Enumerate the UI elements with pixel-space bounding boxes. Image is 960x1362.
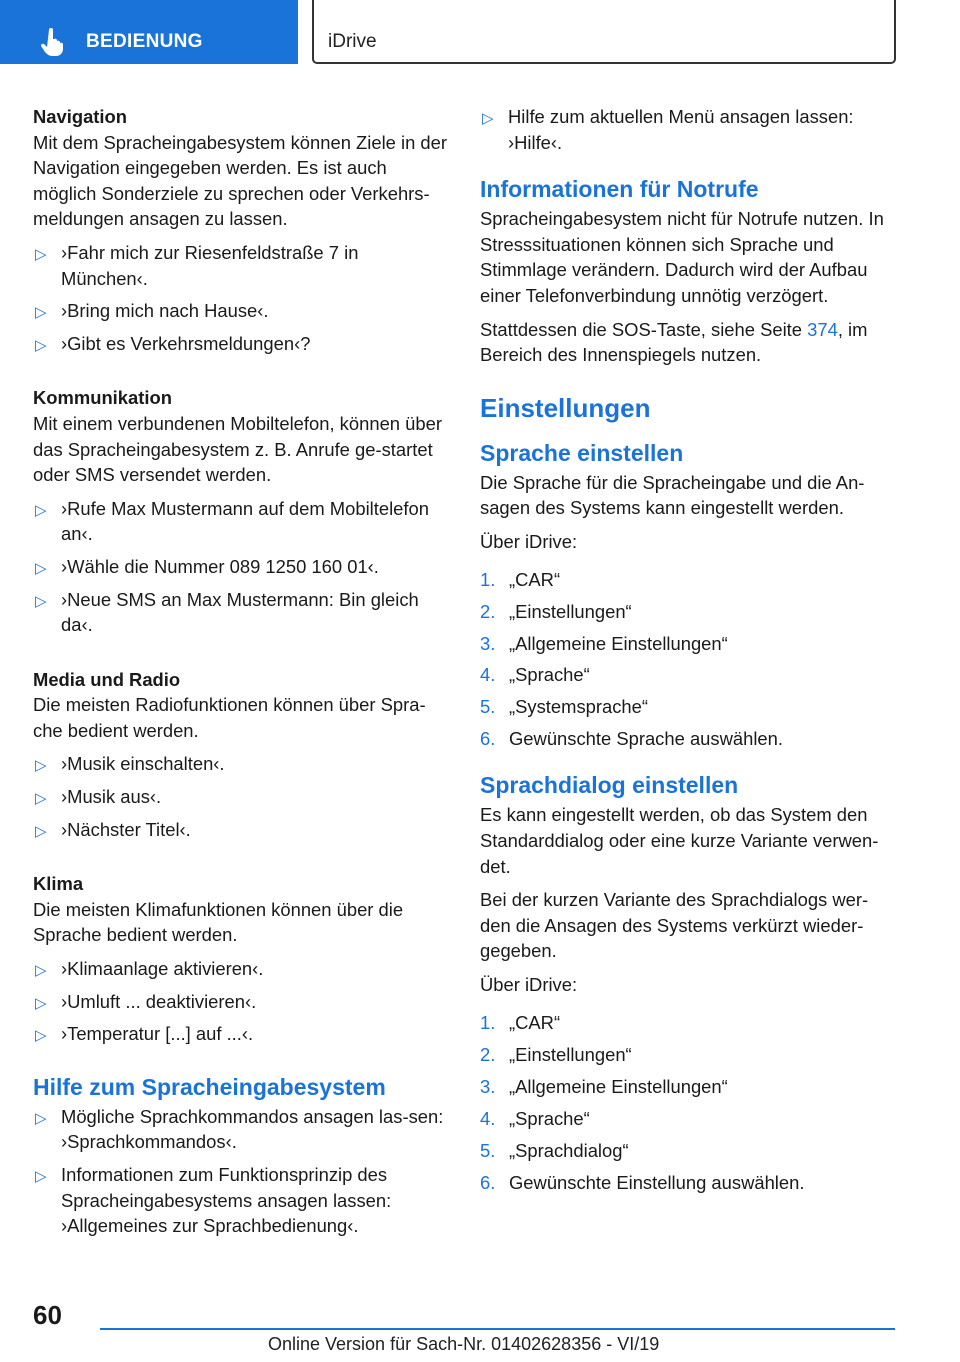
sprachdialog-text-2: Bei der kurzen Variante des Sprachdialogs wer-den die Ansagen des Systems verkürzt wieder-gegeben.: [480, 889, 869, 962]
left-column: [33, 104, 447, 1246]
triangle-bullet-icon: ▷: [35, 1109, 47, 1127]
list-item: 3. „Allgemeine Einstellungen“: [480, 1075, 728, 1097]
page-link-374[interactable]: 374: [807, 318, 838, 340]
media-heading: Media und Radio: [33, 668, 181, 690]
klima-list: [33, 956, 447, 1047]
list-item: 2. „Einstellungen“: [480, 600, 632, 622]
triangle-bullet-icon: ▷: [35, 790, 47, 808]
triangle-bullet-icon: ▷: [35, 962, 47, 980]
sprachdialog-text: Es kann eingestellt werden, ob das System den Standarddialog oder eine kurze Variante verwen-det.: [480, 804, 879, 877]
notrufe-heading: Informationen für Notrufe: [480, 176, 759, 203]
list-item: 6. Gewünschte Sprache auswählen.: [480, 728, 783, 750]
sprachdialog-via: Über iDrive:: [480, 974, 578, 995]
list-item: 5. „Systemsprache“: [480, 696, 648, 718]
media-list: [33, 751, 447, 842]
list-item: ▷ Hilfe zum aktuellen Menü ansagen lassen: ›Hilfe‹.: [482, 106, 854, 153]
chapter-tab: [312, 0, 896, 64]
footer-online-version: Online Version für Sach-Nr. 01402628356 - VI/19: [268, 1334, 660, 1354]
kommunikation-list: [33, 496, 447, 638]
notrufe-hint: Stattdessen die SOS-Taste, siehe Seite 374, im Bereich des Innenspiegels nutzen.: [480, 318, 868, 366]
list-item: ▷ Informationen zum Funktionsprinzip des Spracheingabesystems ansagen lassen: ›Allgemeines zur Sprachbedienung‹.: [35, 1164, 392, 1237]
hilfe-list: [33, 1104, 447, 1239]
list-item: ▷ ›Rufe Max Mustermann auf dem Mobiltelefon an‹.: [35, 497, 429, 545]
triangle-bullet-icon: ▷: [35, 559, 47, 577]
list-item: ▷ ›Musik aus‹.: [33, 784, 447, 810]
kommunikation-heading: Kommunikation: [33, 387, 172, 409]
list-item: ▷ ›Wähle die Nummer 089 1250 160 01‹.: [33, 554, 447, 580]
chapter-label: iDrive: [328, 31, 377, 52]
notrufe-text: Spracheingabesystem nicht für Notrufe nutzen. In Stresssituationen können sich Sprache und Stimmlage verändern. Dadurch wird der Aufbau einer Telefonverbindung unnötig verzögert.: [480, 208, 884, 306]
list-item: ▷ ›Bring mich nach Hause‹.: [33, 298, 447, 324]
section-label: BEDIENUNG: [86, 31, 203, 52]
list-item: ▷ ›Temperatur [...] auf ...‹.: [33, 1021, 447, 1047]
list-item: 5. „Sprachdialog“: [480, 1139, 629, 1161]
klima-text: Die meisten Klimafunktionen können über die Sprache bedient werden.: [33, 898, 404, 946]
list-item: 3. „Allgemeine Einstellungen“: [480, 632, 728, 654]
list-item: ▷ ›Neue SMS an Max Mustermann: Bin gleich da‹.: [35, 588, 419, 636]
list-item: 4. „Sprache“: [480, 1107, 590, 1129]
kommunikation-text: Mit einem verbundenen Mobiltelefon, können über das Spracheingabesystem z. B. Anrufe ge-startet oder SMS versendet werden.: [33, 412, 442, 486]
sprachdialog-heading: Sprachdialog einstellen: [480, 772, 739, 799]
einstellungen-heading: Einstellungen: [480, 392, 651, 423]
triangle-bullet-icon: ▷: [35, 1027, 47, 1045]
list-item: 2. „Einstellungen“: [480, 1043, 632, 1065]
hand-touch-icon: [40, 28, 64, 56]
triangle-bullet-icon: ▷: [35, 245, 47, 263]
list-item: ▷ ›Nächster Titel‹.: [33, 817, 447, 843]
triangle-bullet-icon: ▷: [35, 822, 47, 840]
triangle-bullet-icon: ▷: [35, 336, 47, 354]
section-tab: [0, 0, 298, 64]
sprache-heading: Sprache einstellen: [480, 439, 684, 466]
footer-divider: [100, 1328, 895, 1330]
sprache-text: Die Sprache für die Spracheingabe und die An-sagen des Systems kann eingestellt werden.: [480, 471, 865, 519]
triangle-bullet-icon: ▷: [35, 304, 47, 322]
list-item: ▷ ›Umluft ... deaktivieren‹.: [33, 989, 447, 1015]
list-item: 1. „CAR“: [480, 1011, 561, 1033]
right-column: [480, 104, 894, 1202]
sprache-via: Über iDrive:: [480, 530, 578, 552]
triangle-bullet-icon: ▷: [35, 994, 47, 1012]
sprachdialog-steps: [480, 1010, 894, 1196]
sprache-steps: [480, 567, 894, 753]
navigation-heading: Navigation: [33, 106, 128, 127]
list-item: ▷ Mögliche Sprachkommandos ansagen las-sen: ›Sprachkommandos‹.: [35, 1105, 444, 1153]
triangle-bullet-icon: ▷: [35, 592, 47, 610]
list-item: 4. „Sprache“: [480, 664, 590, 686]
navigation-list: [33, 240, 447, 356]
media-text: Die meisten Radiofunktionen können über Spra-che bedient werden.: [33, 694, 426, 741]
triangle-bullet-icon: ▷: [482, 110, 494, 127]
triangle-bullet-icon: ▷: [35, 757, 47, 775]
list-item: 6. Gewünschte Einstellung auswählen.: [480, 1171, 805, 1193]
hilfe-list-continued: [480, 104, 894, 155]
navigation-text: Mit dem Spracheingabesystem können Ziele in der Navigation eingegeben werden. Es ist auch möglich Sonderziele zu sprechen oder Verkehrs-meldungen ansagen zu lassen.: [33, 131, 448, 230]
list-item: 1. „CAR“: [480, 568, 561, 590]
triangle-bullet-icon: ▷: [35, 501, 47, 519]
list-item: ▷ ›Klimaanlage aktivieren‹.: [33, 956, 447, 982]
page-number: 60: [33, 1300, 62, 1330]
list-item: ▷ ›Gibt es Verkehrsmeldungen‹?: [33, 331, 447, 357]
list-item: ▷ ›Fahr mich zur Riesenfeldstraße 7 in München‹.: [35, 241, 359, 289]
klima-heading: Klima: [33, 873, 84, 895]
list-item: ▷ ›Musik einschalten‹.: [33, 751, 447, 777]
triangle-bullet-icon: ▷: [35, 1168, 47, 1185]
hilfe-heading: Hilfe zum Spracheingabesystem: [33, 1073, 386, 1100]
